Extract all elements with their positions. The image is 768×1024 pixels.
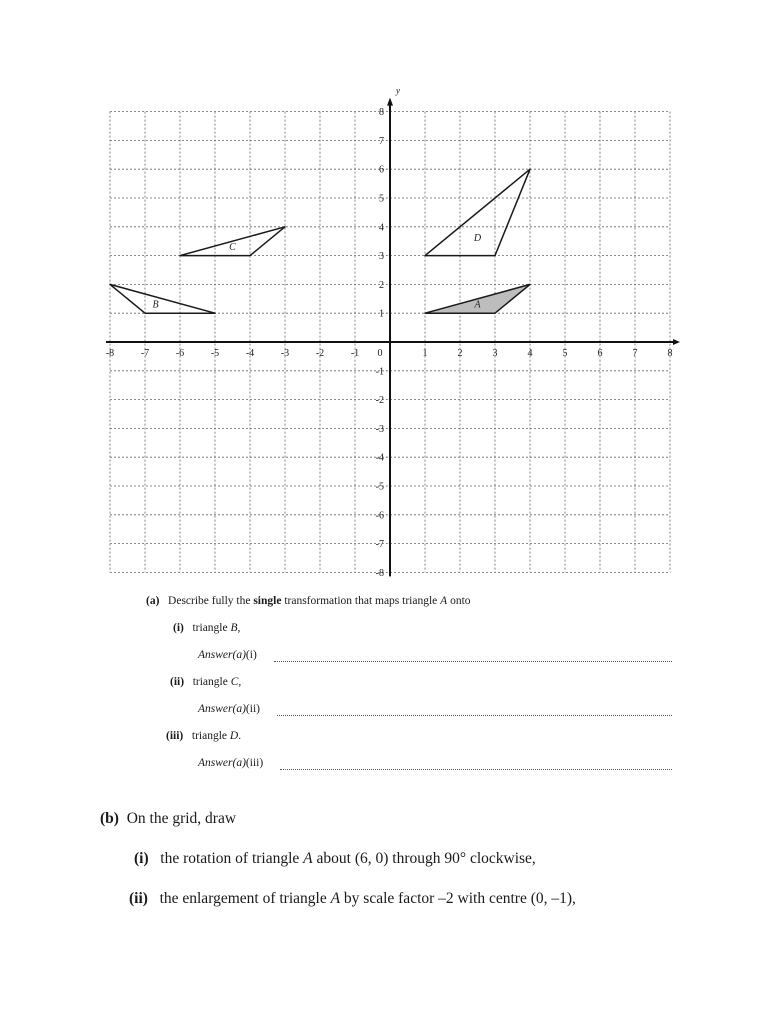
x-tick-label: 5 (562, 348, 568, 359)
x-tick-label: -5 (210, 348, 220, 359)
x-tick-label: -3 (280, 348, 290, 359)
x-tick-label: 7 (632, 348, 638, 359)
x-tick-label: -1 (350, 348, 360, 359)
y-tick-label: 6 (379, 164, 384, 176)
x-tick-label: -7 (140, 348, 150, 359)
question-a-iii-end: . (238, 730, 242, 742)
y-tick-label: 7 (379, 135, 384, 147)
x-tick-label: -2 (315, 348, 325, 359)
question-b-prompt (100, 810, 236, 828)
question-a-ii-num: (ii) (170, 676, 185, 688)
answer-a-iii-suffix: (iii) (245, 757, 264, 769)
triangle-label-d: D (473, 233, 482, 245)
question-b-i-end: about (6, 0) through 90° clockwise, (312, 850, 536, 867)
question-a-i (173, 622, 240, 634)
question-b-ii (129, 890, 576, 908)
answer-a-i-suffix: (i) (245, 649, 257, 661)
y-tick-label: -3 (375, 423, 384, 435)
question-b-i-var: A (303, 850, 313, 867)
y-tick-label: 8 (379, 107, 384, 119)
answer-a-ii-label (198, 703, 260, 715)
question-a-i-num: (i) (173, 622, 184, 634)
x-tick-label: -6 (175, 348, 185, 359)
y-tick-label: 2 (379, 279, 384, 291)
question-a-iii (166, 730, 241, 742)
answer-a-i-line[interactable] (274, 661, 672, 662)
question-a-i-var: B (230, 622, 238, 634)
answer-a-iii-line[interactable] (280, 769, 672, 770)
question-b-ii-var: A (330, 890, 341, 907)
question-b-ii-end: by scale factor –2 with centre (0, –1), (340, 890, 576, 907)
question-b-ii-text: the enlargement of triangle (159, 890, 331, 907)
question-a-prompt-pre: Describe fully the (168, 595, 254, 607)
question-b-i-text: the rotation of triangle (160, 850, 304, 867)
question-a-i-end: , (237, 622, 241, 634)
question-a-prompt-post: transformation that maps triangle (281, 595, 441, 607)
question-a-iii-var: D (229, 730, 239, 742)
question-b-label: (b) (100, 810, 119, 827)
y-tick-label: -7 (375, 539, 384, 551)
question-b-ii-num: (ii) (129, 890, 148, 907)
x-tick-label: 6 (597, 348, 603, 359)
answer-a-i-prefix: Answer(a) (198, 649, 246, 661)
y-axis-label: y (396, 85, 400, 96)
answer-a-iii-prefix: Answer(a) (198, 757, 246, 769)
answer-a-i-label (198, 649, 257, 661)
x-tick-label: 0 (377, 348, 383, 359)
question-a-prompt-var: A (440, 595, 448, 607)
x-axis-arrow-icon (673, 339, 680, 345)
triangle-label-c: C (229, 241, 236, 253)
question-a-i-text: triangle (192, 622, 231, 634)
question-a-prompt (146, 595, 471, 607)
question-b-i (134, 850, 536, 868)
y-tick-label: -6 (375, 510, 384, 522)
x-tick-label: 1 (422, 348, 428, 359)
x-tick-label: 4 (527, 348, 533, 359)
y-tick-label: -2 (375, 395, 384, 407)
answer-a-ii-prefix: Answer(a) (198, 703, 246, 715)
question-a-ii-end: , (238, 676, 242, 688)
question-a-prompt-end: onto (447, 595, 471, 607)
x-tick-label: 3 (492, 348, 498, 359)
y-tick-label: 4 (379, 222, 384, 234)
y-tick-label: 1 (379, 308, 384, 320)
question-a-ii-var: C (230, 676, 239, 688)
x-tick-label: 8 (667, 348, 673, 359)
question-a-label: (a) (146, 595, 160, 607)
question-b-prompt-text: On the grid, draw (126, 810, 237, 827)
y-axis-arrow-icon (387, 98, 393, 106)
x-tick-label: -8 (105, 348, 115, 359)
question-a-iii-text: triangle (191, 730, 230, 742)
y-tick-label: -4 (375, 452, 384, 464)
x-tick-label: -4 (245, 348, 255, 359)
triangle-label-b: B (152, 299, 159, 311)
y-tick-label: 5 (379, 193, 384, 205)
y-tick-label: 3 (379, 251, 384, 263)
question-a-iii-num: (iii) (166, 730, 184, 742)
triangle-label-a: A (474, 299, 481, 311)
y-tick-label: -8 (375, 567, 384, 579)
question-a-prompt-bold: single (253, 595, 282, 607)
question-a-ii (170, 676, 241, 688)
y-tick-label: -5 (375, 481, 384, 493)
y-tick-label: -1 (375, 366, 384, 378)
x-tick-label: 2 (457, 348, 463, 359)
triangle-b (110, 284, 215, 313)
answer-a-ii-suffix: (ii) (245, 703, 260, 715)
question-b-i-num: (i) (134, 850, 149, 867)
answer-a-iii-label (198, 757, 263, 769)
question-a-ii-text: triangle (192, 676, 231, 688)
answer-a-ii-line[interactable] (277, 715, 672, 716)
